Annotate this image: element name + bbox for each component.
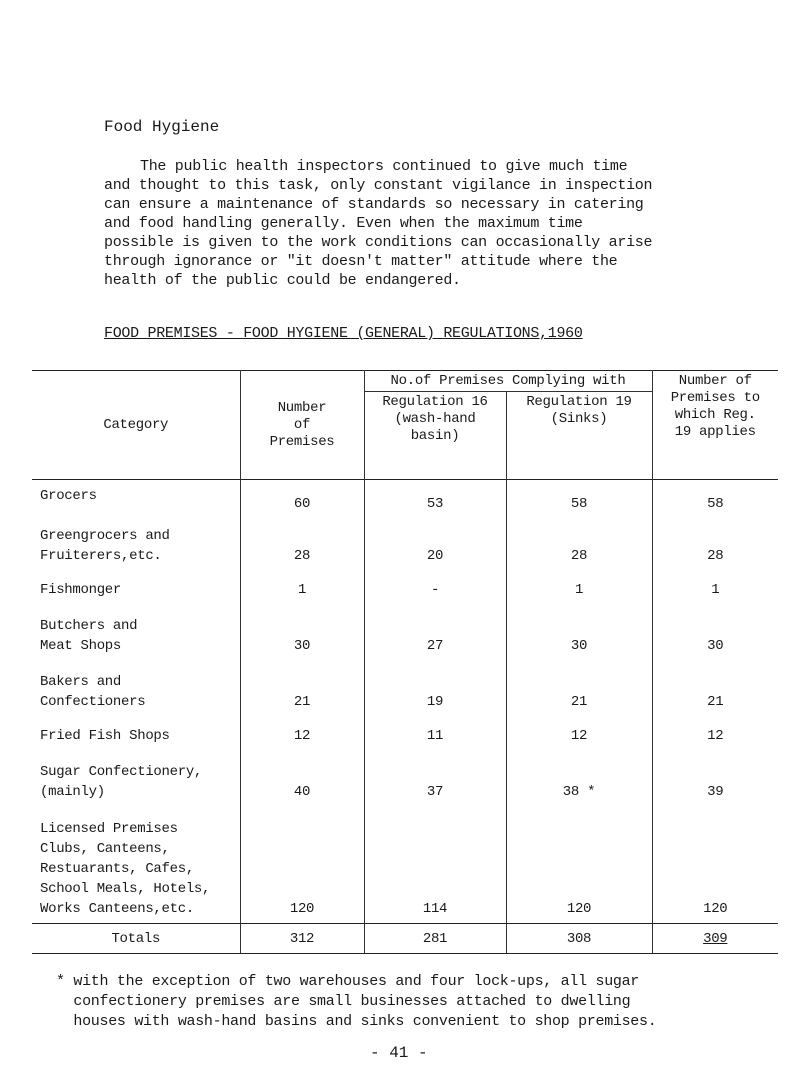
table-title: FOOD PREMISES - FOOD HYGIENE (GENERAL) REGULATIONS,1960 <box>104 325 583 342</box>
category-line: Greengrocers and <box>40 527 170 544</box>
page-number: - 41 - <box>370 1044 428 1062</box>
paragraph-line: health of the public could be endangered. <box>104 272 461 289</box>
cell-premises: 40 <box>240 746 364 802</box>
header-complying-group <box>364 371 652 392</box>
paragraph-line: possible is given to the work conditions can occasionally arise <box>104 234 653 251</box>
table-row <box>32 566 778 600</box>
cell-category <box>32 656 240 712</box>
category-line: Butchers and <box>40 617 138 634</box>
cell-applies: 39 <box>707 783 724 800</box>
cell-category <box>32 746 240 802</box>
cell-reg16: - <box>364 566 506 600</box>
paragraph-line: The public health inspectors continued to give much time <box>140 158 628 175</box>
category-line: (mainly) <box>40 783 105 800</box>
cell-category <box>32 802 240 924</box>
cell-category <box>32 566 240 600</box>
totals-reg19: 308 <box>506 924 652 954</box>
paragraph-line: and thought to this task, only constant vigilance in inspection <box>104 177 653 194</box>
header-line: Premises to <box>670 390 760 406</box>
cell-reg16: 11 <box>364 712 506 746</box>
header-complying-label: No.of Premises Complying with <box>390 373 626 389</box>
cell-applies: 30 <box>707 637 724 654</box>
footnote <box>56 972 776 1032</box>
header-category-label: Category <box>103 416 169 433</box>
category-line: Sugar Confectionery, <box>40 763 203 780</box>
footnote-line: houses with wash-hand basins and sinks convenient to shop premises. <box>56 1013 657 1030</box>
header-reg19 <box>506 392 652 480</box>
header-category <box>32 371 240 480</box>
category-line: Clubs, Canteens, <box>40 841 170 857</box>
header-line: 19 applies <box>674 424 756 440</box>
cell-reg16: 19 <box>364 656 506 712</box>
cell-category <box>32 480 240 514</box>
header-line: of <box>293 416 311 433</box>
table-row <box>32 514 778 566</box>
category-line: Restuarants, Cafes, <box>40 861 194 877</box>
cell-applies: 12 <box>707 727 724 744</box>
table-row <box>32 480 778 514</box>
cell-category <box>32 514 240 566</box>
footnote-line: * with the exception of two warehouses and four lock-ups, all sugar <box>56 973 639 990</box>
header-line: which Reg. <box>674 407 756 423</box>
paragraph-line: through ignorance or "it doesn't matter" attitude where the <box>104 253 618 270</box>
category-line: Licensed Premises <box>40 821 178 837</box>
cell-applies: 58 <box>652 480 778 514</box>
category-line: Fruiterers,etc. <box>40 547 162 564</box>
cell-premises: 1 <box>240 566 364 600</box>
cell-premises: 12 <box>240 712 364 746</box>
premises-table <box>32 370 778 954</box>
header-line: Regulation 16 <box>382 394 488 410</box>
paragraph-line: and food handling generally. Even when the maximum time <box>104 215 583 232</box>
cell-applies: 28 <box>707 547 724 564</box>
totals-applies: 309 <box>652 924 778 954</box>
totals-premises: 312 <box>240 924 364 954</box>
table-row <box>32 656 778 712</box>
table-row <box>32 600 778 656</box>
header-line: Number <box>277 399 327 416</box>
cell-reg16: 114 <box>364 802 506 924</box>
category-line: Bakers and <box>40 673 122 690</box>
cell-reg19: 21 <box>506 656 652 712</box>
cell-reg19: 120 <box>506 802 652 924</box>
cell-category <box>32 600 240 656</box>
category-line: Confectioners <box>40 693 146 710</box>
cell-reg19: 12 <box>506 712 652 746</box>
intro-paragraph <box>104 157 780 290</box>
table-row <box>32 802 778 924</box>
header-line: (wash-hand <box>394 411 476 427</box>
header-line: (Sinks) <box>550 411 608 427</box>
totals-reg16: 281 <box>364 924 506 954</box>
category-line: Meat Shops <box>40 637 122 654</box>
cell-reg19: 1 <box>506 566 652 600</box>
section-heading: Food Hygiene <box>104 118 220 136</box>
cell-reg19: 28 <box>506 514 652 566</box>
header-number-of-premises <box>240 371 364 480</box>
cell-premises: 28 <box>240 514 364 566</box>
category-line: School Meals, Hotels, <box>40 881 211 897</box>
totals-row <box>32 924 778 954</box>
category-line: Works Canteens,etc. <box>40 901 194 917</box>
header-reg16 <box>364 392 506 480</box>
footnote-line: confectionery premises are small businesses attached to dwelling <box>56 993 631 1010</box>
cell-reg16: 37 <box>364 746 506 802</box>
cell-applies: 21 <box>707 693 724 710</box>
cell-reg19: 38 * <box>506 746 652 802</box>
header-line: Regulation 19 <box>526 394 632 410</box>
cell-reg16: 27 <box>364 600 506 656</box>
cell-premises: 60 <box>240 480 364 514</box>
category-line: Fishmonger <box>40 581 122 598</box>
category-line: Fried Fish Shops <box>40 727 170 744</box>
cell-reg16: 20 <box>364 514 506 566</box>
cell-reg19: 58 <box>506 480 652 514</box>
cell-premises: 21 <box>240 656 364 712</box>
table-row <box>32 746 778 802</box>
cell-premises: 30 <box>240 600 364 656</box>
category-line: Grocers <box>40 488 97 504</box>
header-reg19-applies <box>652 371 778 480</box>
cell-category <box>32 712 240 746</box>
header-line: Premises <box>269 433 335 450</box>
cell-reg16: 53 <box>364 480 506 514</box>
header-line: Number of <box>678 373 752 389</box>
totals-label: Totals <box>32 924 240 954</box>
header-line: basin) <box>410 428 460 444</box>
cell-premises: 120 <box>240 802 364 924</box>
table-row <box>32 712 778 746</box>
cell-applies: 120 <box>652 802 778 924</box>
cell-reg19: 30 <box>506 600 652 656</box>
paragraph-line: can ensure a maintenance of standards so necessary in catering <box>104 196 644 213</box>
cell-applies: 1 <box>711 581 720 598</box>
